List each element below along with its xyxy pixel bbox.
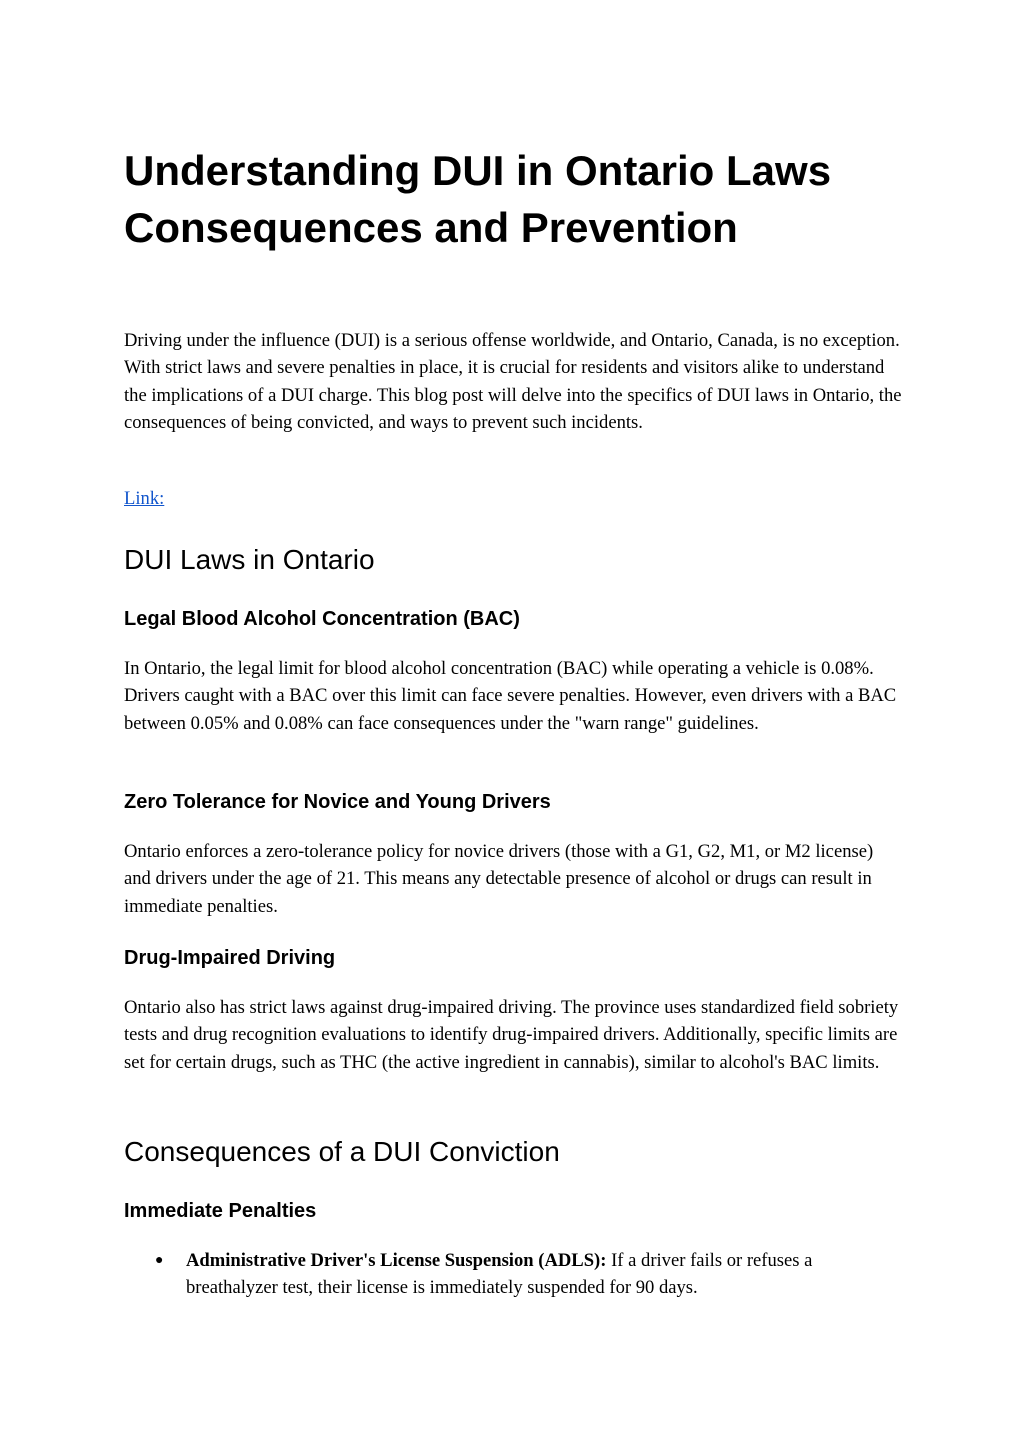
list-item-text: If a driver fails or refuses a breathalyzer test, their license is immediately suspended for 90 days. bbox=[186, 1250, 813, 1299]
zero-tolerance-paragraph: Ontario enforces a zero-tolerance policy for novice drivers (those with a G1, G2, M1, or M2 license) and drivers under the age of 21. This means any detectable presence of alcohol or drugs can result in immediate penalties. bbox=[124, 841, 874, 917]
subheading-bac: Legal Blood Alcohol Concentration (BAC) bbox=[124, 608, 520, 630]
subheading-zero-tolerance: Zero Tolerance for Novice and Young Drivers bbox=[124, 791, 551, 813]
subheading-drug-impaired: Drug-Impaired Driving bbox=[124, 947, 336, 969]
article-link[interactable]: Link: bbox=[124, 488, 165, 509]
intro-paragraph: Driving under the influence (DUI) is a serious offense worldwide, and Ontario, Canada, is no exception. With strict laws and severe penalties in place, it is crucial for residents and visitors alike to understand the implications of a DUI charge. This blog post will delve into the specifics of DUI laws in Ontario, the consequences of being convicted, and ways to prevent such incidents. bbox=[124, 330, 902, 433]
section-heading-consequences: Consequences of a DUI Conviction bbox=[124, 1136, 560, 1167]
section-heading-dui-laws: DUI Laws in Ontario bbox=[124, 544, 375, 575]
list-item-term: Administrative Driver's License Suspension (ADLS): bbox=[186, 1250, 607, 1271]
bac-paragraph: In Ontario, the legal limit for blood alcohol concentration (BAC) while operating a vehicle is 0.08%. Drivers caught with a BAC over this limit can face severe penalties. However, even drivers with a BAC between 0.05% and 0.08% can face consequences under the "warn range" guidelines. bbox=[124, 658, 897, 734]
page-title: Understanding DUI in Ontario Laws Consequences and Prevention bbox=[124, 147, 832, 251]
penalties-list bbox=[124, 1247, 904, 1302]
drug-impaired-paragraph: Ontario also has strict laws against drug-impaired driving. The province uses standardized field sobriety tests and drug recognition evaluations to identify drug-impaired drivers. Additionally, specific limits are set for certain drugs, such as THC (the active ingredient in cannabis), similar to alcohol's BAC limits. bbox=[124, 997, 899, 1073]
list-item bbox=[124, 1247, 904, 1302]
bullet-icon: ● bbox=[155, 1253, 164, 1268]
subheading-immediate-penalties: Immediate Penalties bbox=[124, 1200, 317, 1222]
